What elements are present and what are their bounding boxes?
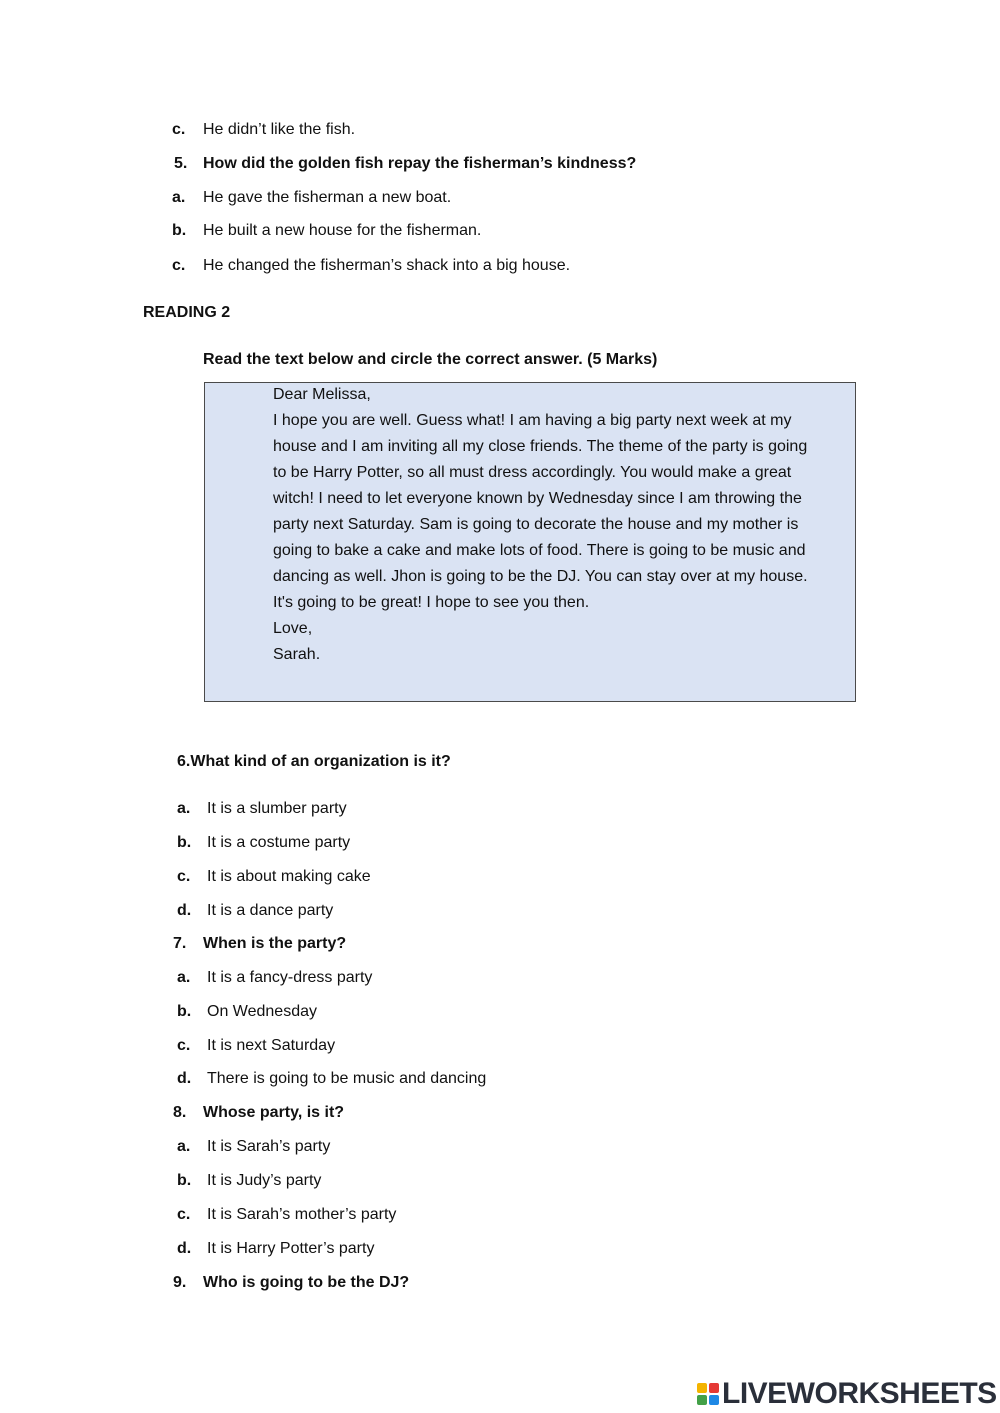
option-letter: d. — [177, 902, 192, 919]
option-letter: b. — [177, 1003, 192, 1020]
letter-line: house and I am inviting all my close friends. The theme of the party is going — [273, 438, 808, 455]
question-text: When is the party? — [203, 935, 347, 952]
question-text: How did the golden fish repay the fisherman’s kindness? — [203, 155, 637, 172]
logo-mark-icon — [697, 1383, 719, 1405]
letter-line: witch! I need to let everyone known by Wednesday since I am throwing the — [273, 490, 802, 507]
letter-line: going to bake a cake and make lots of food. There is going to be music and — [273, 542, 806, 559]
option-letter: d. — [177, 1240, 192, 1257]
liveworksheets-logo — [697, 1376, 997, 1412]
option-text: He changed the fisherman’s shack into a big house. — [203, 257, 571, 274]
logo-text: LIVEWORKSHEETS — [722, 1377, 997, 1410]
question-text: Whose party, is it? — [203, 1104, 345, 1121]
option-letter: c. — [172, 121, 186, 138]
option-text: It is Judy’s party — [207, 1172, 322, 1189]
question-number: 7. — [173, 935, 187, 952]
option-text: He didn’t like the fish. — [203, 121, 356, 138]
letter-line: It's going to be great! I hope to see you then. — [273, 594, 590, 611]
option-text: It is a dance party — [207, 902, 334, 919]
option-letter: c. — [177, 1206, 191, 1223]
option-letter: b. — [177, 1172, 192, 1189]
option-text: On Wednesday — [207, 1003, 317, 1020]
option-letter: b. — [177, 834, 192, 851]
letter-line: dancing as well. Jhon is going to be the DJ. You can stay over at my house. — [273, 568, 808, 585]
option-text: It is Sarah’s mother’s party — [207, 1206, 397, 1223]
section-title: READING 2 — [143, 304, 231, 321]
option-text: It is about making cake — [207, 868, 371, 885]
option-letter: a. — [177, 1138, 191, 1155]
letter-line: Sarah. — [273, 646, 321, 663]
question-number: 5. — [174, 155, 188, 172]
letter-line: to be Harry Potter, so all must dress accordingly. You would make a great — [273, 464, 792, 481]
option-text: It is a slumber party — [207, 800, 347, 817]
letter-line: party next Saturday. Sam is going to decorate the house and my mother is — [273, 516, 799, 533]
question-text: 6.What kind of an organization is it? — [177, 753, 451, 770]
letter-box — [204, 382, 856, 702]
option-letter: a. — [172, 189, 186, 206]
question-number: 9. — [173, 1274, 187, 1291]
option-text: He built a new house for the fisherman. — [203, 222, 482, 239]
option-text: There is going to be music and dancing — [207, 1070, 487, 1087]
option-letter: c. — [177, 868, 191, 885]
question-number: 8. — [173, 1104, 187, 1121]
option-letter: c. — [177, 1037, 191, 1054]
letter-line: Love, — [273, 620, 313, 637]
option-letter: a. — [177, 969, 191, 986]
option-text: It is next Saturday — [207, 1037, 336, 1054]
option-letter: a. — [177, 800, 191, 817]
instruction: Read the text below and circle the correct answer. (5 Marks) — [203, 351, 658, 368]
option-text: It is Sarah’s party — [207, 1138, 331, 1155]
option-text: It is a fancy-dress party — [207, 969, 373, 986]
option-text: It is Harry Potter’s party — [207, 1240, 375, 1257]
option-text: It is a costume party — [207, 834, 351, 851]
option-letter: c. — [172, 257, 186, 274]
option-letter: b. — [172, 222, 187, 239]
letter-line: Dear Melissa, — [273, 386, 371, 403]
option-letter: d. — [177, 1070, 192, 1087]
letter-line: I hope you are well. Guess what! I am having a big party next week at my — [273, 412, 792, 429]
option-text: He gave the fisherman a new boat. — [203, 189, 452, 206]
question-text: Who is going to be the DJ? — [203, 1274, 410, 1291]
